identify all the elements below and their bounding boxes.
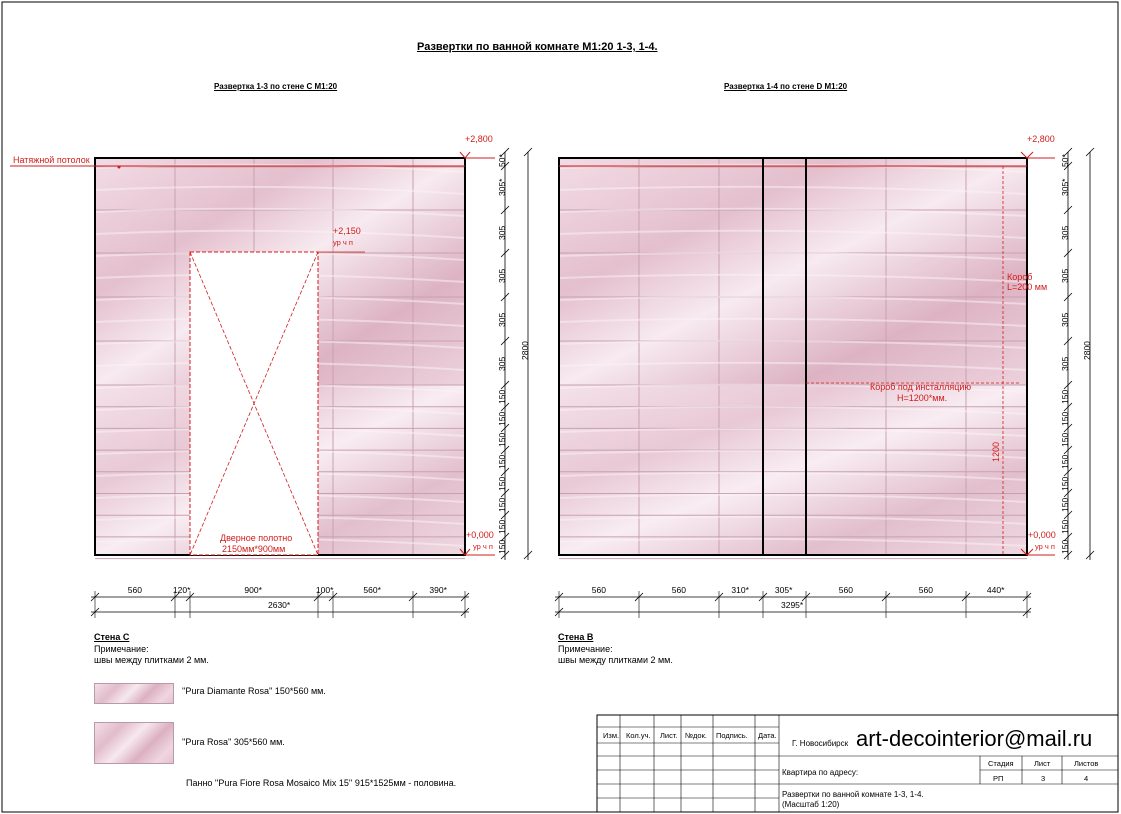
left-hdim: 900*: [244, 585, 262, 595]
door-label-1: Дверное полотно: [220, 533, 293, 543]
ceiling-label: Натяжной потолок: [13, 155, 90, 165]
left-wall-elevation: [10, 152, 495, 559]
right-hdim: 560: [671, 585, 686, 595]
right-note-title: Примечание:: [558, 644, 613, 654]
tb-header-4: Подпись.: [716, 731, 748, 740]
right-level-floor-sub: ур ч п: [1035, 542, 1055, 551]
tb-sheets-value: 4: [1084, 774, 1089, 783]
legend-swatch-rosa: [94, 722, 174, 764]
right-vdim: 305: [1060, 312, 1070, 327]
box-label-1: Короб: [1007, 272, 1033, 282]
left-vdim: 305: [497, 225, 507, 240]
ceiling-marker: [118, 166, 121, 169]
install-label-2: H=1200*мм.: [897, 393, 948, 403]
right-level-floor: +0,000: [1028, 530, 1056, 540]
left-vdim: 305: [497, 312, 507, 327]
right-hdim-total: 3295*: [781, 600, 804, 610]
install-label-1: Короб под инсталляцию: [870, 382, 972, 392]
tb-header-3: №док.: [685, 731, 707, 740]
tb-stage-value: РП: [993, 774, 1004, 783]
tb-address-label: Квартира по адресу:: [782, 768, 859, 777]
right-vdim: 150: [1060, 519, 1070, 534]
right-vdim: 305: [1060, 356, 1070, 371]
install-height: 1200: [991, 441, 1001, 462]
sheet-title: Развертки по ванной комнате М1:20 1-3, 1-4.: [417, 41, 658, 53]
right-vdim: 305: [1060, 268, 1070, 283]
tb-header-1: Кол.уч.: [626, 731, 651, 740]
left-vdim: 150: [497, 497, 507, 512]
left-vdim: 150: [497, 432, 507, 447]
left-vdim: 150: [497, 476, 507, 491]
right-vdim: 50*: [1060, 154, 1070, 167]
right-vdim-total: 2800: [1082, 341, 1092, 360]
legend-label-rosa: ''Pura Rosa'' 305*560 мм.: [182, 737, 285, 747]
left-vdim: 150: [497, 389, 507, 404]
right-hdim: 440*: [986, 585, 1005, 595]
left-vdim: 150: [497, 519, 507, 534]
right-level-top: +2,800: [1027, 134, 1055, 144]
left-vdim-total: 2800: [520, 341, 530, 360]
left-hdim: 560: [127, 585, 142, 595]
right-hdim: 560: [838, 585, 853, 595]
box-label-2: L=200 мм: [1007, 282, 1048, 292]
left-note-title: Примечание:: [94, 644, 149, 654]
tb-desc-1: Развертки по ванной комнате 1-3, 1-4.: [782, 790, 924, 799]
left-level-floor-sub: ур ч п: [473, 542, 493, 551]
left-hdim: 120*: [172, 585, 191, 595]
left-vdim: 305*: [497, 178, 507, 196]
left-vdim: 50*: [497, 154, 507, 167]
right-vdim: 150: [1060, 432, 1070, 447]
left-vdim: 150: [497, 539, 507, 554]
panel-note: Панно ''Pura Fiore Rosa Mosaico Mix 15'' 915*1525мм - половина.: [186, 778, 457, 788]
right-vdim: 305: [1060, 225, 1070, 240]
right-wall-elevation: [559, 152, 1055, 559]
legend-swatch-diamante: [94, 683, 174, 704]
left-vdim: 305: [497, 356, 507, 371]
left-hdim: 100*: [315, 585, 334, 595]
door-level: +2,150: [333, 226, 361, 236]
left-note-text: швы между плитками 2 мм.: [94, 655, 209, 665]
right-vdim: 150: [1060, 476, 1070, 491]
right-hdim: 310*: [731, 585, 749, 595]
right-vdim: 150: [1060, 539, 1070, 554]
tb-stage-label: Стадия: [988, 759, 1014, 768]
left-hdim-total: 2630*: [268, 600, 291, 610]
left-vdim: 150: [497, 411, 507, 426]
tb-header-2: Лист.: [660, 731, 678, 740]
left-view-title: Развертка 1-3 по стене С М1:20: [214, 82, 338, 91]
right-hdim: 305*: [774, 585, 793, 595]
left-wall-name: Стена С: [94, 632, 130, 642]
tb-city: Г. Новосибирск: [792, 739, 849, 748]
left-vdim: 150: [497, 454, 507, 469]
right-note-text: швы между плитками 2 мм.: [558, 655, 673, 665]
tb-header-5: Дата.: [758, 731, 777, 740]
left-hdim: 390*: [429, 585, 447, 595]
tb-sheets-label: Листов: [1074, 759, 1099, 768]
left-hdim: 560*: [363, 585, 381, 595]
tb-email: art-decointerior@mail.ru: [856, 726, 1093, 751]
door-level-sub: ур ч п: [333, 238, 353, 247]
legend-label-diamante: ''Pura Diamante Rosa'' 150*560 мм.: [182, 686, 326, 696]
right-vdim: 150: [1060, 454, 1070, 469]
door-label-2: 2150мм*900мм: [222, 544, 286, 554]
right-wall-name: Стена В: [558, 632, 594, 642]
left-level-floor: +0,000: [466, 530, 494, 540]
right-vdim: 150: [1060, 497, 1070, 512]
right-vdim: 150: [1060, 389, 1070, 404]
right-vdim: 150: [1060, 411, 1070, 426]
right-vdim: 305*: [1060, 178, 1070, 196]
left-vdim: 305: [497, 268, 507, 283]
tb-desc-2: (Масштаб 1:20): [782, 800, 840, 809]
right-view-title: Развертка 1-4 по стене D М1:20: [724, 82, 848, 91]
tall-tile-zone: [559, 158, 1027, 385]
tb-header-0: Изм.: [603, 731, 620, 740]
left-level-top: +2,800: [465, 134, 493, 144]
tb-sheet-value: 3: [1041, 774, 1046, 783]
right-hdim: 560: [591, 585, 606, 595]
tb-sheet-label: Лист: [1034, 759, 1051, 768]
right-hdim: 560: [918, 585, 933, 595]
